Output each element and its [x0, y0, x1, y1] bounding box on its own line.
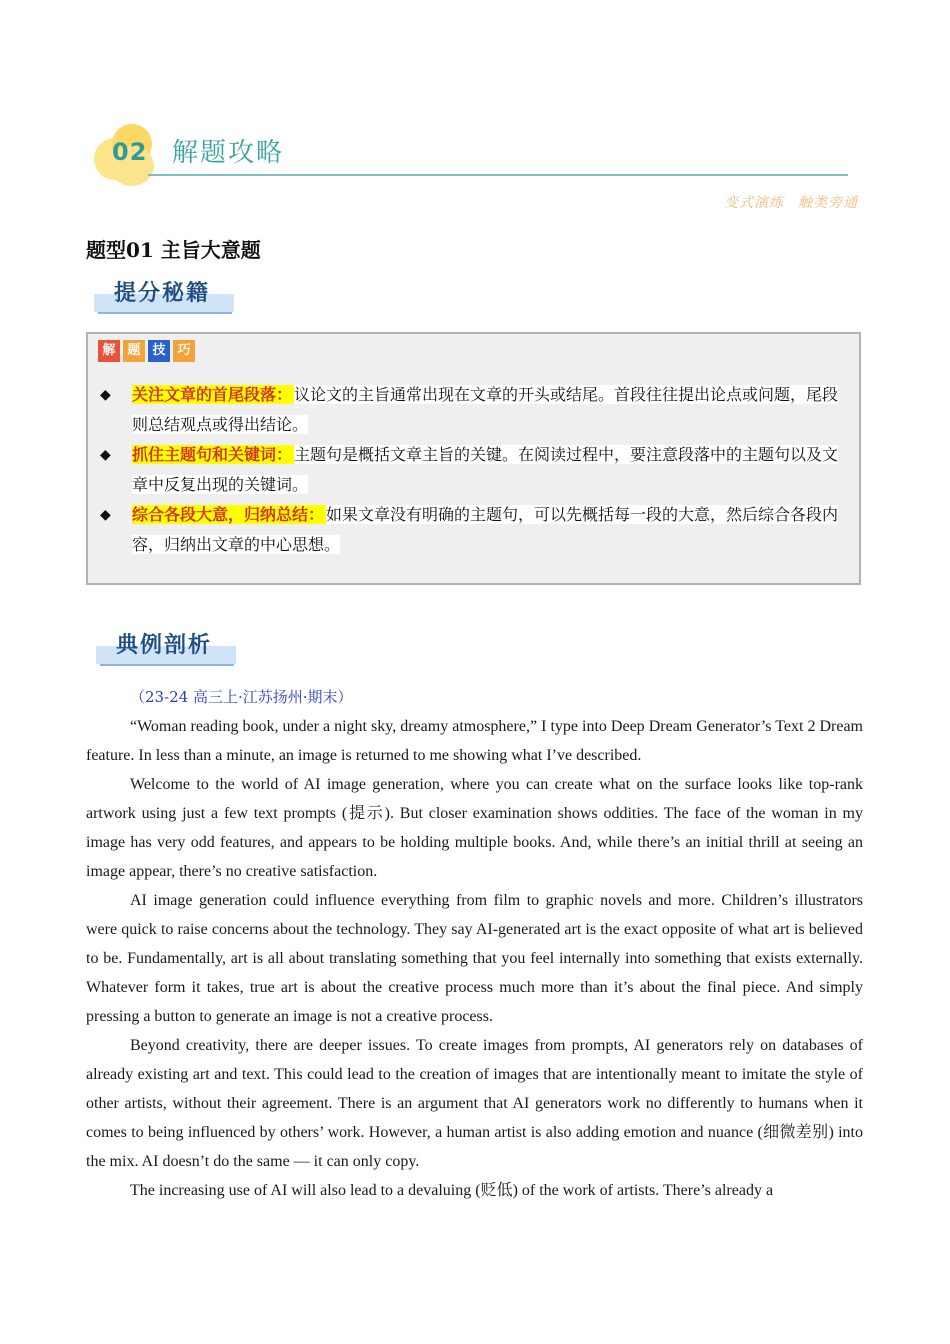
diamond-bullet-icon: ◆: [100, 387, 111, 403]
article-paragraph: Welcome to the world of AI image generation, where you can create what on the surface looks like top-rank artwork using just a few text prompts (提示). But closer examination shows oddities. The face of the woman in my image has very odd features, and appears to be holding multiple books. And, while there’s an initial thrill at seeing an image appear, there’s no creative satisfaction.: [86, 776, 863, 880]
section-header: [88, 118, 848, 190]
article-paragraph: “Woman reading book, under a night sky, dreamy atmosphere,” I type into Deep Dream Generator’s Text 2 Dream feature. In less than a minute, an image is returned to me showing what I’ve described.: [86, 718, 863, 764]
tip-highlight: 关注文章的首尾段落：: [132, 385, 293, 404]
tips-box: [86, 332, 861, 585]
article-paragraph: AI image generation could influence everything from film to graphic novels and more. Children’s illustrators were quick to raise concerns about the technology. They say AI-generated art is the exact opposite of what art is believed to be. Fundamentally, art is all about translating something that you feel internally into something that exists externally. Whatever form it takes, true art is about the creative process much more than it’s about the final piece. And simply pressing a button to generate an image is not a creative process.: [86, 892, 863, 1025]
tab-example-label: 典例剖析: [116, 633, 213, 658]
section-subtitle-1: 变式演练: [724, 195, 784, 211]
article-paragraph: Beyond creativity, there are deeper issues. To create images from prompts, AI generators rely on databases of already existing art and text. This could lead to the creation of images that are intentionally meant to imitate the style of other artists, without their agreement. There is an argument that AI generators work no differently to humans when it comes to being influenced by others’ work. However, a human artist is also adding emotion and nuance (细微差别) into the mix. AI doesn’t do the same — it can only copy.: [86, 1037, 863, 1170]
tab-tips-label: 提分秘籍: [114, 281, 211, 306]
tips-badges: [98, 340, 195, 362]
article: [86, 712, 863, 1205]
section-number: 02: [112, 138, 148, 166]
diamond-bullet-icon: ◆: [100, 507, 111, 523]
section-subtitle: [724, 192, 858, 212]
tip-item: [98, 380, 854, 440]
tip-text: 主题句是概括文章主旨的关键。在阅读过程中，要注意段落中的主题句以及文章中反复出现的关键词。: [132, 445, 839, 494]
tab-tips: [88, 274, 238, 314]
tips-list: [98, 380, 854, 560]
question-type-title: 题型01 主旨大意题: [86, 238, 261, 262]
article-paragraph: The increasing use of AI will also lead to a devaluing (贬低) of the work of artists. There’s already a: [130, 1182, 774, 1199]
badge-2: 题: [123, 340, 145, 362]
section-divider: [148, 174, 848, 176]
tab-example: [90, 626, 240, 666]
section-title: 解题攻略: [172, 138, 285, 168]
source-label: （23-24 高三上·江苏扬州·期末）: [130, 688, 353, 706]
diamond-bullet-icon: ◆: [100, 447, 111, 463]
tip-highlight: 综合各段大意，归纳总结：: [132, 505, 325, 524]
tip-item: [98, 440, 854, 500]
tip-item: [98, 500, 854, 560]
badge-1: 解: [98, 340, 120, 362]
tip-text: 议论文的主旨通常出现在文章的开头或结尾。首段往往提出论点或问题，尾段则总结观点或得出结论。: [132, 385, 839, 434]
tip-highlight: 抓住主题句和关键词：: [132, 445, 293, 464]
section-subtitle-2: 触类旁通: [798, 195, 858, 211]
badge-4: 巧: [173, 340, 195, 362]
tip-text: 如果文章没有明确的主题句，可以先概括每一段的大意，然后综合各段内容，归纳出文章的中心思想。: [132, 505, 839, 554]
badge-3: 技: [148, 340, 170, 362]
